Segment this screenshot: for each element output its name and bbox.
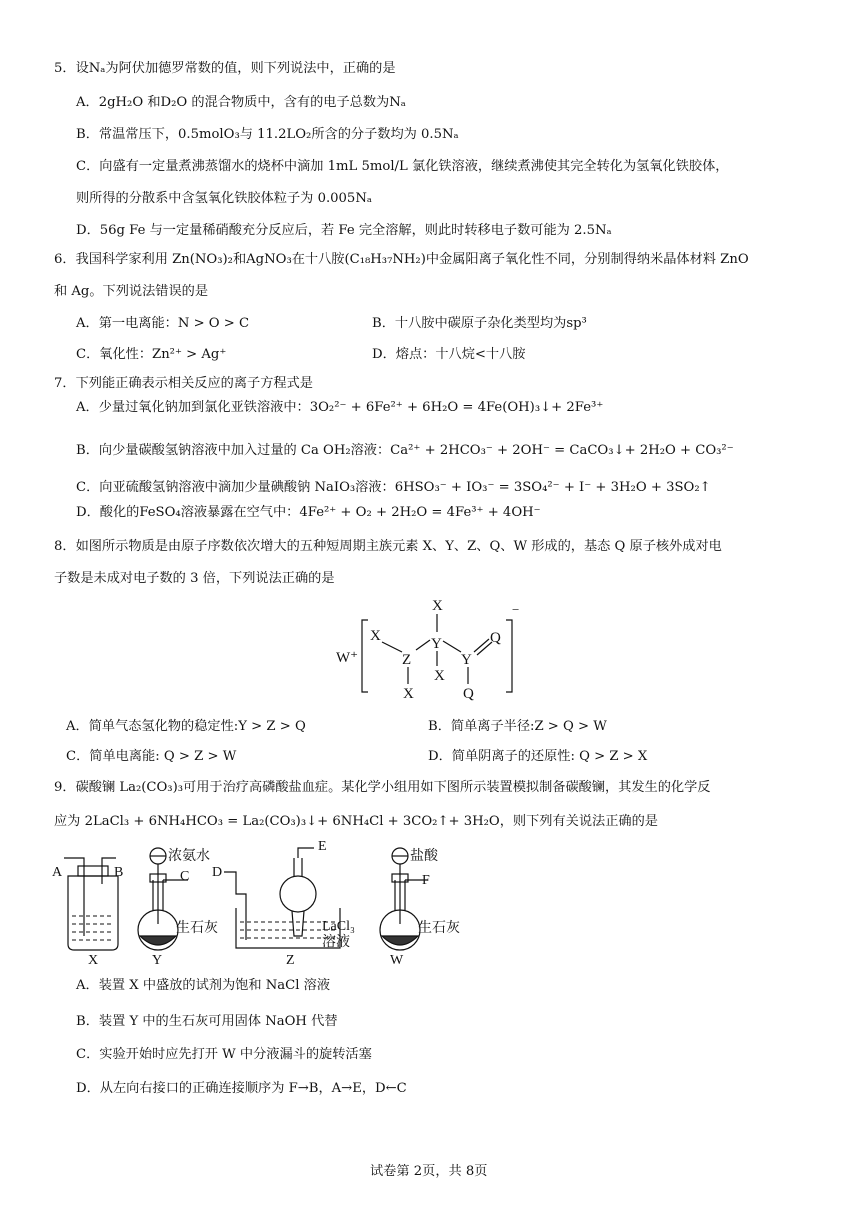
q6-stem-cont: 和 Ag。下列说法错误的是 — [54, 284, 209, 299]
q5-option-d: D．56g Fe 与一定量稀硝酸充分反应后，若 Fe 完全溶解，则此时转移电子数可能为 2.5Nₐ — [76, 223, 612, 238]
q7-stem: 7．下列能正确表示相关反应的离子方程式是 — [54, 376, 313, 391]
q8-option-b: B．简单离子半径:Z > Q > W — [428, 719, 607, 734]
name-z: Z — [286, 953, 295, 966]
name-w: W — [390, 953, 404, 966]
q6-option-a: A．第一电离能：N > O > C — [76, 316, 250, 331]
port-e: E — [318, 839, 327, 854]
bracket-left — [362, 620, 368, 692]
q8-stem-cont: 子数是未成对电子数的 3 倍，下列说法正确的是 — [54, 571, 335, 586]
label-conc-ammonia: 浓氨水 — [168, 849, 210, 864]
atom-y-center: Y — [431, 636, 442, 652]
q5-option-c-cont: 则所得的分散系中含氢氧化铁胶体粒子为 0.005Nₐ — [76, 191, 372, 206]
atom-q-bottom: Q — [463, 686, 474, 702]
q5-option-a: A．2gH₂O 和D₂O 的混合物质中，含有的电子总数为Nₐ — [76, 95, 406, 110]
q9-option-c: C．实验开始时应先打开 W 中分液漏斗的旋转活塞 — [76, 1047, 372, 1062]
label-quicklime-y: 生石灰 — [176, 921, 218, 936]
label-quicklime-w: 生石灰 — [418, 921, 460, 936]
label-lacl3: LaCl₃ — [322, 919, 355, 934]
atom-x-top: X — [432, 598, 443, 614]
q9-option-d: D．从左向右接口的正确连接顺序为 F→B，A→E，D←C — [76, 1081, 407, 1096]
cation-w: W⁺ — [336, 650, 359, 666]
q9-option-a: A．装置 X 中盛放的试剂为饱和 NaCl 溶液 — [76, 978, 331, 993]
double-bond-1 — [474, 639, 489, 652]
bond-y-y — [443, 641, 461, 652]
q5-stem: 5．设Nₐ为阿伏加德罗常数的值，则下列说法中，正确的是 — [54, 61, 396, 76]
port-a: A — [52, 865, 63, 880]
q9-stem-cont: 应为 2LaCl₃ + 6NH₄HCO₃ = La₂(CO₃)₃↓+ 6NH₄Cl + 3CO₂↑+ 3H₂O，则下列有关说法正确的是 — [54, 814, 658, 829]
name-y: Y — [152, 953, 163, 966]
q7-option-d: D．酸化的FeSO₄溶液暴露在空气中：4Fe²⁺ + O₂ + 2H₂O = 4Fe³⁺ + 4OH⁻ — [76, 505, 541, 520]
q9-stem: 9．碳酸镧 La₂(CO₃)₃可用于治疗高磷酸盐血症。某化学小组用如下图所示装置模拟制备碳酸镧，其发生的化学反 — [54, 780, 711, 795]
q8-option-a: A．简单气态氢化物的稳定性:Y > Z > Q — [66, 719, 306, 734]
atom-x-below-z: X — [403, 686, 414, 702]
page-footer: 试卷第 2页，共 8页 — [370, 1164, 488, 1179]
q7-option-c: C．向亚硫酸氢钠溶液中滴加少量碘酸钠 NaIO₃溶液：6HSO₃⁻ + IO₃⁻ = 3SO₄²⁻ + I⁻ + 3H₂O + 3SO₂↑ — [76, 480, 711, 495]
q6-stem: 6．我国科学家利用 Zn(NO₃)₂和AgNO₃在十八胺(C₁₈H₃₇NH₂)中金属阳离子氧化性不同，分别制得纳米晶体材料 ZnO — [54, 252, 749, 267]
port-d: D — [212, 865, 223, 880]
q6-option-c: C．氧化性：Zn²⁺ > Ag⁺ — [76, 347, 227, 362]
apparatus-x — [64, 858, 118, 950]
atom-z: Z — [402, 652, 412, 668]
q6-option-b: B．十八胺中碳原子杂化类型均为sp³ — [372, 316, 587, 331]
q9-option-b: B．装置 Y 中的生石灰可用固体 NaOH 代替 — [76, 1014, 338, 1029]
q7-option-a: A．少量过氧化钠加到氯化亚铁溶液中：3O₂²⁻ + 6Fe²⁺ + 6H₂O = 4Fe(OH)₃↓+ 2Fe³⁺ — [76, 400, 604, 415]
q6-option-d: D．熔点：十八烷<十八胺 — [372, 347, 526, 362]
apparatus-diagram — [50, 836, 470, 966]
name-x: X — [88, 953, 99, 966]
bond-x-z — [382, 642, 402, 652]
q7-option-b: B．向少量碳酸氢钠溶液中加入过量的 Ca OH₂溶液：Ca²⁺ + 2HCO₃⁻ + 2OH⁻ = CaCO₃↓+ 2H₂O + CO₃²⁻ — [76, 443, 734, 458]
q5-option-c: C．向盛有一定量煮沸蒸馏水的烧杯中滴加 1mL 5mol/L 氯化铁溶液，继续煮沸使其完全转化为氢氧化铁胶体， — [76, 159, 729, 174]
molecular-structure-diagram — [330, 594, 530, 706]
bracket-right — [506, 620, 512, 692]
q8-stem: 8．如图所示物质是由原子序数依次增大的五种短周期主族元素 X、Y、Z、Q、W 形成的，基态 Q 原子核外成对电 — [54, 539, 722, 554]
port-f: F — [422, 873, 430, 888]
label-hcl: 盐酸 — [410, 849, 438, 864]
bond-z-y — [416, 640, 430, 650]
double-bond-2 — [477, 642, 492, 655]
port-b: B — [114, 865, 124, 880]
label-solution: 溶液 — [322, 935, 350, 950]
q8-option-c: C．简单电离能: Q > Z > W — [66, 749, 237, 764]
atom-q-double: Q — [490, 630, 501, 646]
anion-charge: − — [512, 602, 520, 617]
port-c: C — [180, 869, 190, 884]
q5-option-b: B．常温常压下，0.5molO₃与 11.2LO₂所含的分子数均为 0.5Nₐ — [76, 127, 459, 142]
q8-option-d: D．简单阴离子的还原性: Q > Z > X — [428, 749, 648, 764]
atom-x-below-y: X — [434, 668, 445, 684]
atom-x-left: X — [370, 628, 381, 644]
atom-y-right: Y — [461, 652, 472, 668]
